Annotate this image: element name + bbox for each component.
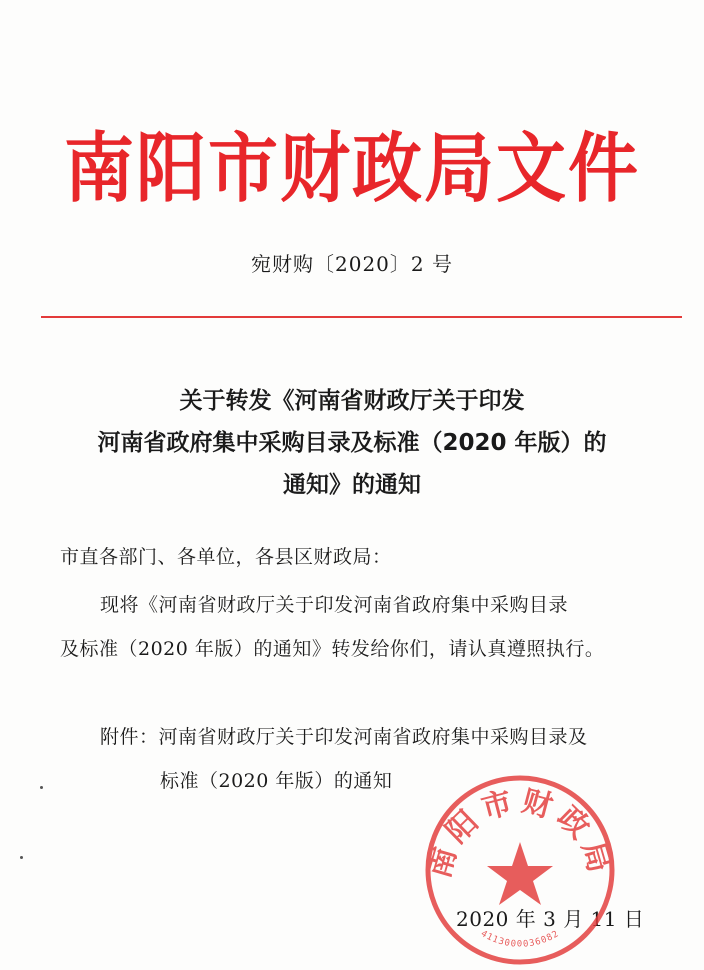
scan-speck xyxy=(20,856,23,859)
body-paragraph-line: 及标准（2020 年版）的通知》转发给你们，请认真遵照执行。 xyxy=(60,638,605,660)
scan-speck xyxy=(40,786,43,789)
notice-title xyxy=(0,380,704,506)
attachment-line: 附件：河南省财政厅关于印发河南省政府集中采购目录及 xyxy=(100,726,588,748)
body-paragraph-line: 现将《河南省财政厅关于印发河南省政府集中采购目录 xyxy=(100,594,569,616)
red-divider-line xyxy=(41,316,682,318)
notice-title-line: 关于转发《河南省财政厅关于印发 xyxy=(179,388,525,414)
document-number: 宛财购〔2020〕2 号 xyxy=(251,252,453,276)
svg-text:南阳市财政局: 南阳市财政局 xyxy=(421,783,619,883)
svg-text:4113000036082: 4113000036082 xyxy=(478,928,562,950)
salutation: 市直各部门、各单位，各县区财政局： xyxy=(60,546,392,568)
notice-title-line: 河南省政府集中采购目录及标准（2020 年版）的 xyxy=(97,430,607,456)
seal-star-icon xyxy=(487,842,553,905)
document-header-title: 南阳市财政局文件 xyxy=(64,124,640,213)
attachment-line: 标准（2020 年版）的通知 xyxy=(160,770,393,792)
signature-date: 2020 年 3 月 11 日 xyxy=(456,907,645,931)
notice-title-line: 通知》的通知 xyxy=(283,472,421,498)
official-seal-stamp xyxy=(420,770,620,970)
